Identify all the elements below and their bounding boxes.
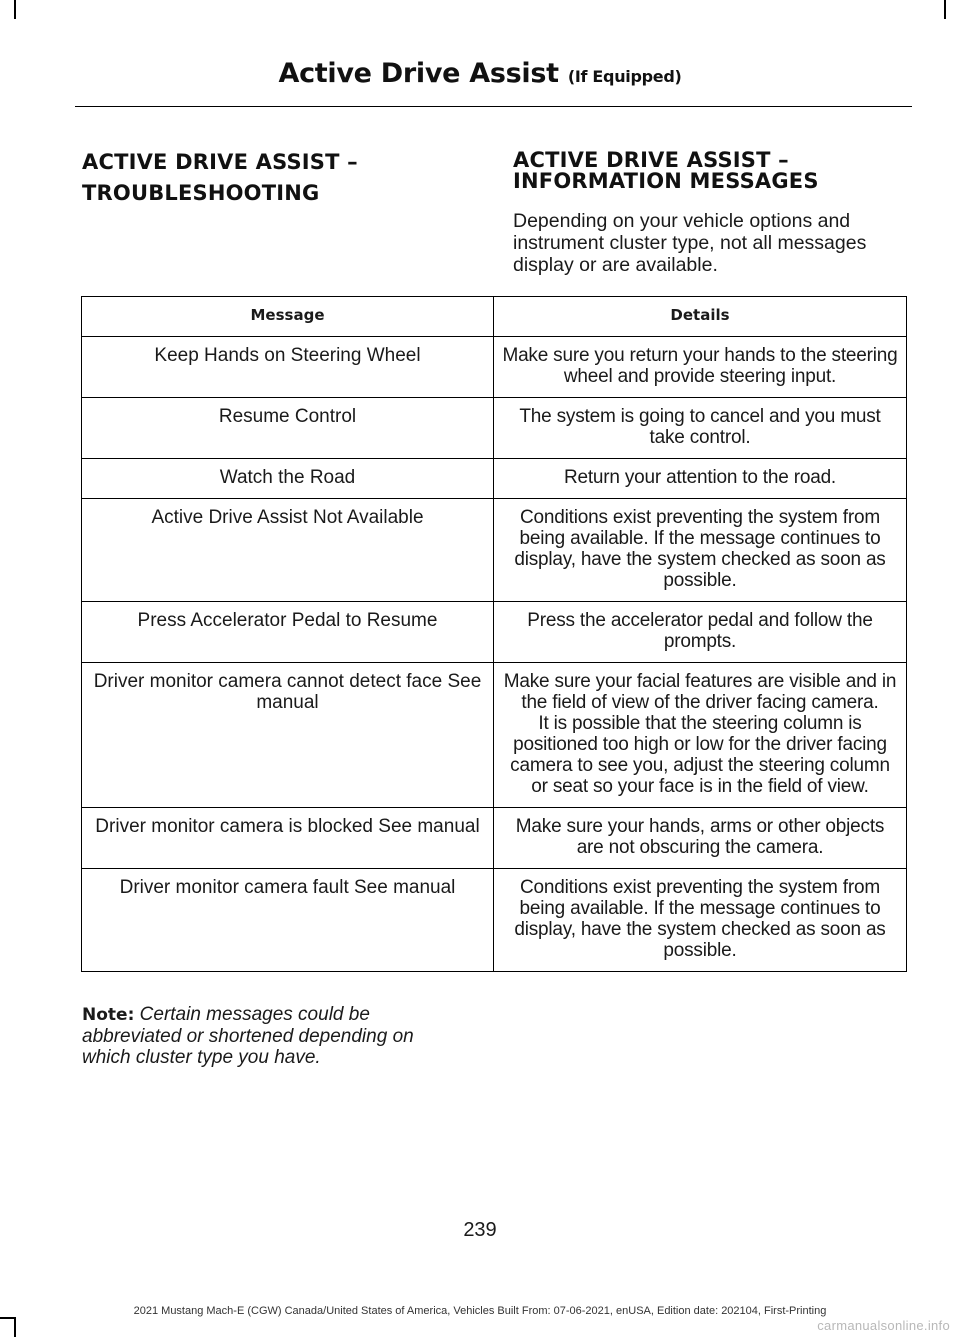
table-row: [82, 499, 907, 602]
column-header-message: Message: [82, 297, 494, 337]
message-cell: Driver monitor camera fault See manual: [82, 869, 494, 972]
details-paragraph: Conditions exist preventing the system from being available. If the message continues to display, have the system checked as soon as possible.: [514, 877, 886, 961]
table-row: [82, 869, 907, 972]
note-label: Note:: [82, 1005, 135, 1025]
messages-table: [81, 296, 907, 972]
message-cell: Keep Hands on Steering Wheel: [82, 337, 494, 398]
intro-paragraph: Depending on your vehicle options and instrument cluster type, not all messages display or are available.: [513, 210, 867, 276]
table-row: [82, 602, 907, 663]
message-cell: Driver monitor camera cannot detect face See manual: [82, 663, 494, 808]
crop-mark-bottom-left-h: [0, 1317, 15, 1319]
details-paragraph: Conditions exist preventing the system from being available. If the message continues to display, have the system checked as soon as possible.: [514, 507, 886, 591]
crop-mark-bottom-left: [14, 1317, 16, 1337]
table-row: [82, 398, 907, 459]
message-cell: Driver monitor camera is blocked See manual: [82, 808, 494, 869]
watermark-text: carmanualsonline.info: [817, 1318, 950, 1333]
information-messages-heading: ACTIVE DRIVE ASSIST – INFORMATION MESSAGES: [513, 148, 819, 193]
details-cell: [494, 337, 907, 398]
note-paragraph: [82, 1004, 462, 1068]
troubleshooting-heading-line1: ACTIVE DRIVE ASSIST –: [82, 150, 358, 174]
details-cell: [494, 869, 907, 972]
table-header-row: [82, 297, 907, 337]
message-cell: Active Drive Assist Not Available: [82, 499, 494, 602]
header-title-suffix: (If Equipped): [567, 67, 682, 86]
message-cell: Watch the Road: [82, 459, 494, 499]
table-row: [82, 337, 907, 398]
crop-mark-top-left: [14, 0, 16, 19]
details-cell: [494, 808, 907, 869]
message-cell: Press Accelerator Pedal to Resume: [82, 602, 494, 663]
details-paragraph: Press the accelerator pedal and follow the prompts.: [527, 610, 873, 652]
message-cell: Resume Control: [82, 398, 494, 459]
header-divider: [75, 106, 912, 107]
header-title-text: Active Drive Assist: [278, 58, 559, 89]
page-number: 239: [463, 1219, 497, 1241]
details-cell: [494, 398, 907, 459]
details-paragraph: Make sure you return your hands to the steering wheel and provide steering input.: [502, 345, 898, 387]
details-cell: [494, 663, 907, 808]
note-text: Certain messages could be abbreviated or shortened depending on which cluster type you have.: [82, 1004, 414, 1068]
details-paragraph: It is possible that the steering column is positioned too high or low for the driver facing camera to see you, adjust the steering column or seat so your face is in the field of view.: [510, 713, 890, 797]
details-paragraph: The system is going to cancel and you must take control.: [519, 406, 881, 448]
details-paragraph: Return your attention to the road.: [563, 467, 837, 488]
details-cell: [494, 459, 907, 499]
details-paragraph: Make sure your hands, arms or other objects are not obscuring the camera.: [515, 816, 885, 858]
page-header-title: [0, 58, 960, 89]
table-row: [82, 663, 907, 808]
column-header-details: Details: [494, 297, 907, 337]
details-cell: [494, 602, 907, 663]
table-row: [82, 808, 907, 869]
details-cell: [494, 499, 907, 602]
details-paragraph: Make sure your facial features are visible and in the field of view of the driver facing camera.: [503, 671, 897, 713]
footer-edition-info: 2021 Mustang Mach-E (CGW) Canada/United States of America, Vehicles Built From: 07-06-2021, enUSA, Edition date: 202104, First-Printing: [133, 1305, 827, 1317]
crop-mark-top-right: [944, 0, 946, 19]
table-row: [82, 459, 907, 499]
troubleshooting-heading-line2: TROUBLESHOOTING: [82, 181, 320, 205]
